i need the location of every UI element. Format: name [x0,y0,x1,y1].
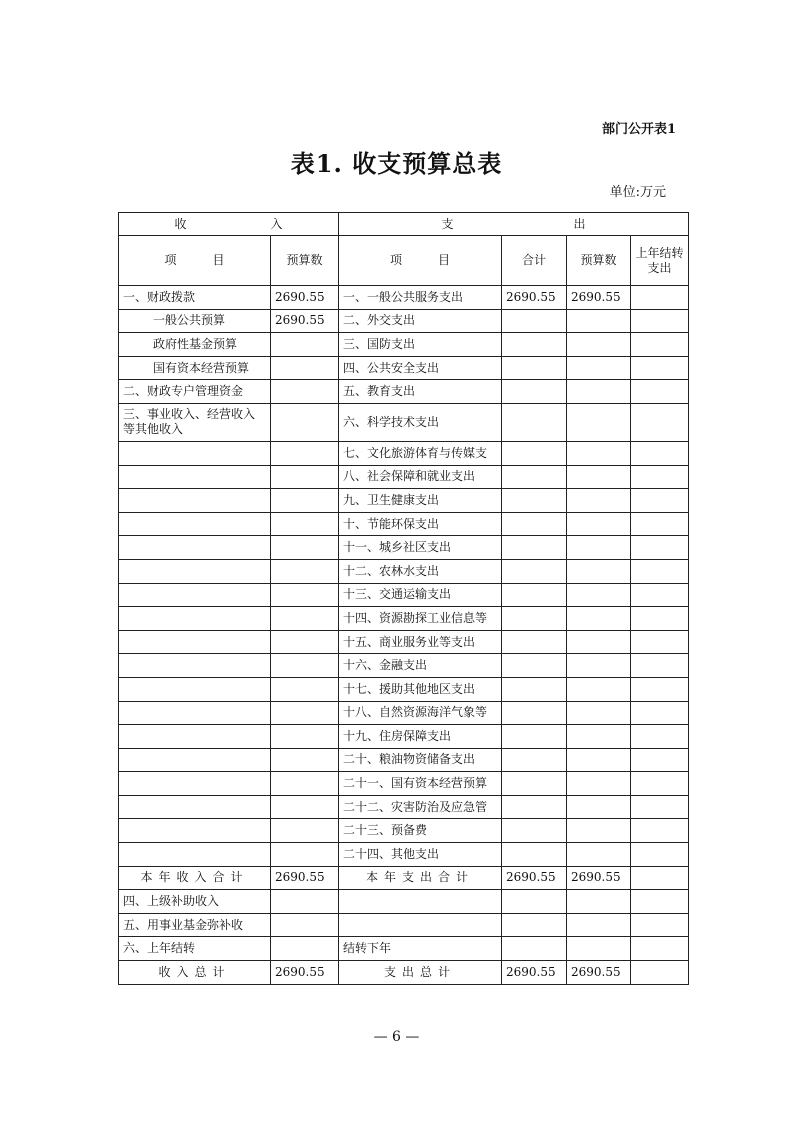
carryover-cell [631,819,689,843]
expense-total-cell [502,309,567,333]
income-item-cell [119,489,271,513]
carryover-cell [631,725,689,749]
page-number: — 6 — [373,1029,420,1045]
expense-budget-cell [567,748,631,772]
table-row [119,441,689,465]
expense-total-cell [502,890,567,914]
income-item-cell [119,607,271,631]
carryover-cell [631,559,689,583]
expense-item-cell: 一、一般公共服务支出 [339,286,502,310]
expense-item-cell: 十四、资源勘探工业信息等 [339,607,502,631]
expense-budget-cell [567,489,631,513]
expense-budget-cell [567,512,631,536]
expense-item-cell: 十三、交通运输支出 [339,583,502,607]
table-row [119,725,689,749]
income-item-cell [119,701,271,725]
carryover-cell [631,701,689,725]
income-budget-cell [271,512,339,536]
expense-budget-cell [567,380,631,404]
carryover-cell [631,286,689,310]
table-row [119,866,689,890]
expense-budget-cell [567,630,631,654]
expense-total-cell [502,559,567,583]
carryover-cell [631,356,689,380]
carryover-cell [631,583,689,607]
expense-item-cell: 结转下年 [339,937,502,961]
expense-item-cell: 九、卫生健康支出 [339,489,502,513]
carryover-cell [631,380,689,404]
expense-budget-cell [567,403,631,441]
carryover-cell [631,961,689,985]
expense-item-cell: 二十二、灾害防治及应急管 [339,795,502,819]
expense-budget-cell [567,725,631,749]
table-row [119,843,689,867]
income-budget-cell [271,890,339,914]
table-code-label: 部门公开表1 [601,122,676,137]
expense-total-cell [502,654,567,678]
income-item-cell: 本年收入合计 [119,866,271,890]
expense-budget-cell: 2690.55 [567,286,631,310]
expense-total-cell [502,536,567,560]
expense-budget-cell [567,843,631,867]
expense-total-cell: 2690.55 [502,961,567,985]
table-row [119,630,689,654]
table-row [119,559,689,583]
expense-budget-cell [567,536,631,560]
income-item-cell [119,630,271,654]
header-row-columns [119,236,689,286]
income-budget-cell [271,559,339,583]
income-budget-cell [271,937,339,961]
expense-item-header: 项 目 [339,236,502,286]
income-budget-cell [271,843,339,867]
expense-section-header: 支 出 [339,213,689,236]
table-row [119,286,689,310]
income-item-cell [119,819,271,843]
income-budget-cell [271,356,339,380]
income-item-cell: 二、财政专户管理资金 [119,380,271,404]
expense-budget-cell [567,583,631,607]
expense-item-cell: 八、社会保障和就业支出 [339,465,502,489]
table-row [119,403,689,441]
carryover-cell [631,937,689,961]
table-row [119,309,689,333]
carryover-cell [631,333,689,357]
income-budget-cell [271,795,339,819]
income-item-cell [119,512,271,536]
expense-total-header: 合计 [502,236,567,286]
income-budget-cell [271,441,339,465]
budget-summary-table [118,212,689,985]
income-budget-cell [271,403,339,441]
income-budget-header: 预算数 [271,236,339,286]
income-item-cell: 政府性基金预算 [119,333,271,357]
expense-budget-cell [567,559,631,583]
income-budget-cell [271,772,339,796]
expense-budget-cell [567,795,631,819]
carryover-cell [631,913,689,937]
table-row [119,772,689,796]
table-row [119,913,689,937]
expense-item-cell: 十九、住房保障支出 [339,725,502,749]
income-item-cell: 五、用事业基金弥补收 [119,913,271,937]
income-budget-cell [271,333,339,357]
expense-budget-cell [567,654,631,678]
carryover-cell [631,465,689,489]
table-row [119,795,689,819]
expense-item-cell: 二十四、其他支出 [339,843,502,867]
expense-total-cell [502,772,567,796]
table-row [119,961,689,985]
table-row [119,677,689,701]
income-budget-cell [271,913,339,937]
expense-item-cell: 本年支出合计 [339,866,502,890]
income-budget-cell: 2690.55 [271,286,339,310]
income-budget-cell [271,725,339,749]
income-item-cell [119,441,271,465]
expense-item-cell: 二十、粮油物资储备支出 [339,748,502,772]
expense-budget-cell: 2690.55 [567,866,631,890]
table-row [119,380,689,404]
income-budget-cell [271,583,339,607]
expense-budget-cell [567,913,631,937]
expense-item-cell: 十、节能环保支出 [339,512,502,536]
expense-total-cell [502,583,567,607]
expense-budget-cell [567,890,631,914]
income-item-cell [119,795,271,819]
expense-budget-cell [567,701,631,725]
income-item-cell: 三、事业收入、经营收入等其他收入 [119,403,271,441]
income-section-header: 收 入 [119,213,339,236]
expense-item-cell: 支出总计 [339,961,502,985]
income-item-cell: 一般公共预算 [119,309,271,333]
carryover-cell [631,630,689,654]
expense-budget-cell [567,465,631,489]
table-row [119,607,689,631]
income-budget-cell [271,489,339,513]
expense-total-cell [502,725,567,749]
income-budget-cell [271,607,339,631]
income-item-cell: 四、上级补助收入 [119,890,271,914]
expense-budget-cell [567,441,631,465]
expense-total-cell [502,380,567,404]
table-row [119,654,689,678]
expense-total-cell [502,333,567,357]
expense-item-cell: 二十一、国有资本经营预算 [339,772,502,796]
income-item-header: 项 目 [119,236,271,286]
expense-total-cell [502,819,567,843]
unit-label: 单位:万元 [609,185,666,200]
income-budget-cell [271,630,339,654]
expense-item-cell: 四、公共安全支出 [339,356,502,380]
expense-total-cell [502,441,567,465]
carryover-cell [631,607,689,631]
income-budget-cell [271,748,339,772]
table-row [119,748,689,772]
expense-item-cell: 十七、援助其他地区支出 [339,677,502,701]
table-row [119,333,689,357]
table-row [119,890,689,914]
income-budget-cell [271,380,339,404]
expense-budget-cell [567,937,631,961]
carryover-cell [631,795,689,819]
income-budget-cell [271,677,339,701]
expense-total-cell: 2690.55 [502,866,567,890]
income-budget-cell [271,465,339,489]
header-row-sections [119,213,689,236]
carryover-cell [631,536,689,560]
expense-budget-header: 预算数 [567,236,631,286]
carryover-header: 上年结转支出 [631,236,689,286]
page-title: 表1. 收支预算总表 [290,149,503,178]
expense-item-cell: 五、教育支出 [339,380,502,404]
income-item-cell: 一、财政拨款 [119,286,271,310]
carryover-cell [631,441,689,465]
table-row [119,937,689,961]
expense-total-cell [502,795,567,819]
income-item-cell [119,654,271,678]
expense-item-cell: 十八、自然资源海洋气象等 [339,701,502,725]
expense-item-cell: 十五、商业服务业等支出 [339,630,502,654]
expense-budget-cell [567,819,631,843]
table-row [119,536,689,560]
carryover-cell [631,890,689,914]
table-row [119,583,689,607]
expense-budget-cell [567,772,631,796]
expense-total-cell [502,512,567,536]
table-row [119,512,689,536]
expense-total-cell: 2690.55 [502,286,567,310]
table-row [119,465,689,489]
expense-item-cell: 二十三、预备费 [339,819,502,843]
carryover-cell [631,654,689,678]
table-row [119,356,689,380]
income-budget-cell [271,536,339,560]
income-item-cell [119,843,271,867]
expense-total-cell [502,630,567,654]
expense-budget-cell [567,607,631,631]
carryover-cell [631,677,689,701]
income-item-cell: 六、上年结转 [119,937,271,961]
income-item-cell [119,559,271,583]
carryover-cell [631,843,689,867]
income-item-cell [119,772,271,796]
expense-total-cell [502,489,567,513]
expense-budget-cell [567,309,631,333]
expense-total-cell [502,465,567,489]
expense-item-cell: 三、国防支出 [339,333,502,357]
income-item-cell [119,583,271,607]
expense-total-cell [502,677,567,701]
expense-item-cell: 二、外交支出 [339,309,502,333]
carryover-cell [631,512,689,536]
carryover-cell [631,772,689,796]
income-item-cell [119,536,271,560]
carryover-cell [631,309,689,333]
expense-item-cell: 七、文化旅游体育与传媒支 [339,441,502,465]
income-item-cell [119,677,271,701]
expense-total-cell [502,701,567,725]
expense-total-cell [502,843,567,867]
income-item-cell [119,465,271,489]
income-budget-cell: 2690.55 [271,309,339,333]
expense-item-cell [339,890,502,914]
expense-item-cell: 六、科学技术支出 [339,403,502,441]
income-budget-cell [271,701,339,725]
expense-total-cell [502,403,567,441]
carryover-cell [631,748,689,772]
expense-budget-cell: 2690.55 [567,961,631,985]
expense-total-cell [502,937,567,961]
expense-budget-cell [567,677,631,701]
expense-item-cell: 十一、城乡社区支出 [339,536,502,560]
expense-budget-cell [567,356,631,380]
carryover-cell [631,866,689,890]
table-row [119,819,689,843]
table-row [119,701,689,725]
expense-total-cell [502,748,567,772]
income-budget-cell: 2690.55 [271,866,339,890]
expense-budget-cell [567,333,631,357]
income-budget-cell: 2690.55 [271,961,339,985]
table-row [119,489,689,513]
carryover-cell [631,489,689,513]
expense-total-cell [502,913,567,937]
income-item-cell [119,725,271,749]
income-budget-cell [271,819,339,843]
expense-item-cell [339,913,502,937]
income-item-cell: 国有资本经营预算 [119,356,271,380]
income-item-cell: 收入总计 [119,961,271,985]
expense-total-cell [502,607,567,631]
income-item-cell [119,748,271,772]
income-budget-cell [271,654,339,678]
carryover-cell [631,403,689,441]
expense-total-cell [502,356,567,380]
expense-item-cell: 十二、农林水支出 [339,559,502,583]
expense-item-cell: 十六、金融支出 [339,654,502,678]
